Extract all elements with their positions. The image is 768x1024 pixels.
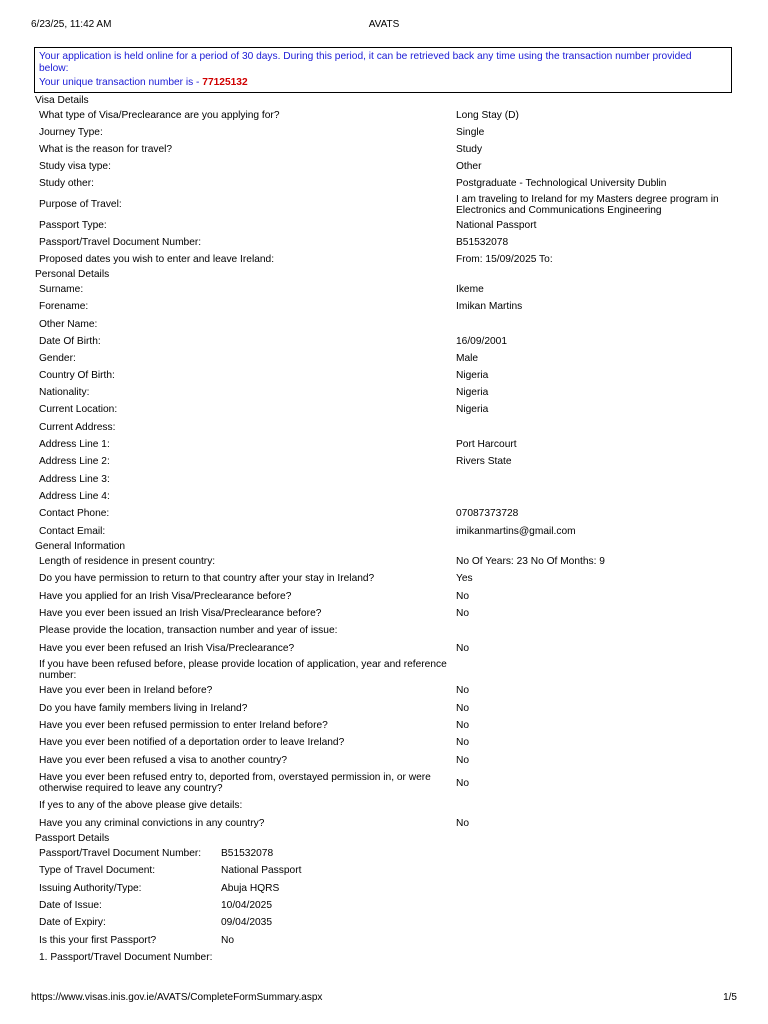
passport-details-rows — [34, 845, 734, 966]
form-row — [34, 192, 734, 217]
field-label: Passport Type: — [39, 220, 107, 231]
form-row — [34, 350, 734, 367]
print-datetime: 6/23/25, 11:42 AM — [31, 19, 112, 30]
field-label: Address Line 3: — [39, 473, 110, 485]
field-label: Contact Email: — [39, 525, 106, 537]
field-value: No — [456, 737, 470, 748]
form-row — [34, 797, 734, 814]
field-label: Have you ever been in Ireland before? — [39, 685, 213, 696]
field-label: Have you ever been refused entry to, deported from, overstayed permission in, or were otherwise required to leave any country? — [39, 772, 431, 794]
field-value: Nigeria — [456, 404, 489, 415]
field-label: Gender: — [39, 353, 76, 364]
form-row — [34, 622, 734, 639]
notice-line-1: Your application is held online for a period of 30 days. During this period, it can be retrieved back any time using the transaction number provided — [39, 51, 692, 62]
form-summary — [34, 94, 734, 966]
general-information-rows — [34, 553, 734, 832]
field-value: Single — [456, 127, 485, 138]
field-value: No — [456, 702, 470, 714]
field-label: Have you applied for an Irish Visa/Preclearance before? — [39, 590, 292, 602]
field-value: Imikan Martins — [456, 301, 523, 312]
print-url: https://www.visas.inis.gov.ie/AVATS/CompleteFormSummary.aspx — [31, 992, 323, 1003]
field-label: If you have been refused before, please provide location of application, year and reference number: — [39, 658, 447, 681]
field-value: B51532078 — [221, 848, 274, 859]
field-value: imikanmartins@gmail.com — [456, 525, 576, 537]
field-label: Current Location: — [39, 404, 118, 415]
field-label: Country Of Birth: — [39, 370, 115, 381]
field-label: Study visa type: — [39, 161, 111, 172]
notice-line-2: below: — [39, 63, 69, 74]
field-value: Postgraduate - Technological University Dublin — [456, 178, 667, 189]
field-label: Do you have family members living in Ireland? — [39, 702, 248, 714]
form-row — [34, 734, 734, 751]
form-row — [34, 217, 734, 234]
field-value: I am traveling to Ireland for my Masters degree program in Electronics and Communications Engineering — [456, 193, 719, 216]
field-label: Nationality: — [39, 387, 90, 398]
field-label: Passport/Travel Document Number: — [39, 848, 202, 859]
field-label: Address Line 2: — [39, 456, 110, 467]
field-value: 10/04/2025 — [221, 900, 272, 911]
field-value: Study — [456, 144, 483, 155]
form-row — [34, 717, 734, 734]
form-row — [34, 367, 734, 384]
form-row — [34, 931, 734, 949]
form-row — [34, 124, 734, 141]
form-row — [34, 769, 734, 797]
field-value: No — [456, 817, 470, 829]
form-row — [34, 488, 734, 505]
form-row — [34, 175, 734, 192]
field-value: Other — [456, 161, 482, 172]
field-value: Nigeria — [456, 370, 489, 381]
visa-details-rows — [34, 107, 734, 268]
field-label: Have you any criminal convictions in any country? — [39, 817, 265, 829]
form-row — [34, 949, 734, 966]
field-value: No — [456, 685, 470, 696]
form-row — [34, 158, 734, 175]
field-label: Have you ever been refused a visa to another country? — [39, 754, 288, 766]
form-row — [34, 315, 734, 333]
form-row — [34, 234, 734, 251]
form-row — [34, 845, 734, 862]
field-value: No — [456, 590, 470, 602]
field-value: No — [456, 608, 470, 619]
field-label: What type of Visa/Preclearance are you applying for? — [39, 110, 280, 121]
form-row — [34, 657, 734, 682]
field-value: National Passport — [221, 865, 302, 876]
field-label: Please provide the location, transaction number and year of issue: — [39, 625, 338, 636]
field-value: No Of Years: 23 No Of Months: 9 — [456, 556, 605, 567]
notice-transaction-prefix: Your unique transaction number is - — [39, 77, 203, 88]
form-row — [34, 699, 734, 717]
field-label: What is the reason for travel? — [39, 144, 173, 155]
print-footer — [31, 992, 737, 1006]
field-value: 07087373728 — [456, 508, 519, 519]
print-header — [31, 19, 737, 33]
form-row — [34, 639, 734, 657]
field-label: Address Line 4: — [39, 491, 110, 502]
form-row — [34, 251, 734, 268]
field-label: Purpose of Travel: — [39, 199, 122, 210]
field-label: If yes to any of the above please give details: — [39, 800, 243, 811]
form-row — [34, 281, 734, 298]
form-row — [34, 384, 734, 401]
form-row — [34, 401, 734, 418]
field-label: Have you ever been issued an Irish Visa/Preclearance before? — [39, 608, 322, 619]
field-label: Have you ever been refused an Irish Visa/Preclearance? — [39, 642, 295, 654]
field-value: Nigeria — [456, 387, 489, 398]
form-row — [34, 553, 734, 570]
field-label: Have you ever been notified of a deportation order to leave Ireland? — [39, 737, 345, 748]
field-value: Male — [456, 353, 479, 364]
section-title-personal-details: Personal Details — [35, 269, 110, 280]
field-value: B51532078 — [456, 237, 509, 248]
form-row — [34, 470, 734, 488]
form-row — [34, 587, 734, 605]
form-row — [34, 453, 734, 470]
field-value: No — [221, 934, 235, 946]
form-row — [34, 107, 734, 124]
print-page-title: AVATS — [368, 19, 400, 30]
form-row — [34, 682, 734, 699]
notice-transaction-line — [39, 77, 726, 89]
field-value: National Passport — [456, 220, 537, 231]
field-label: Surname: — [39, 284, 84, 295]
field-value: 09/04/2035 — [221, 917, 272, 928]
form-row — [34, 814, 734, 832]
field-label: Type of Travel Document: — [39, 865, 156, 876]
field-label: Date of Issue: — [39, 900, 102, 911]
field-label: Forename: — [39, 301, 89, 312]
section-title-general-information: General Information — [35, 541, 126, 552]
field-label: Is this your first Passport? — [39, 934, 157, 946]
field-label: Other Name: — [39, 318, 98, 330]
transaction-notice — [34, 47, 732, 93]
form-row — [34, 862, 734, 879]
transaction-number: 77125132 — [202, 77, 248, 88]
form-row — [34, 605, 734, 622]
form-row — [34, 298, 734, 315]
form-row — [34, 505, 734, 522]
field-label: Have you ever been refused permission to enter Ireland before? — [39, 720, 328, 731]
section-title-visa-details: Visa Details — [35, 95, 89, 106]
form-row — [34, 333, 734, 350]
form-row — [34, 522, 734, 540]
field-label: Length of residence in present country: — [39, 556, 216, 567]
field-label: Issuing Authority/Type: — [39, 882, 142, 894]
field-label: Journey Type: — [39, 127, 103, 138]
form-row — [34, 914, 734, 931]
field-label: Date of Expiry: — [39, 917, 106, 928]
field-value: Ikeme — [456, 284, 484, 295]
field-label: Contact Phone: — [39, 508, 110, 519]
field-label: 1. Passport/Travel Document Number: — [39, 952, 213, 963]
field-label: Date Of Birth: — [39, 336, 101, 347]
field-value: 16/09/2001 — [456, 336, 507, 347]
field-label: Study other: — [39, 178, 94, 189]
field-label: Do you have permission to return to that country after your stay in Ireland? — [39, 573, 375, 584]
field-label: Current Address: — [39, 421, 116, 433]
field-value: No — [456, 642, 470, 654]
form-row — [34, 570, 734, 587]
form-row — [34, 418, 734, 436]
form-row — [34, 879, 734, 897]
field-label: Passport/Travel Document Number: — [39, 237, 202, 248]
field-value: No — [456, 720, 470, 731]
print-page-number: 1/5 — [723, 992, 737, 1003]
form-row — [34, 897, 734, 914]
field-label: Address Line 1: — [39, 439, 110, 450]
form-row — [34, 141, 734, 158]
personal-details-rows — [34, 281, 734, 540]
field-value: Port Harcourt — [456, 439, 517, 450]
field-value: Abuja HQRS — [221, 882, 280, 894]
field-value: Long Stay (D) — [456, 110, 519, 121]
form-row — [34, 751, 734, 769]
field-value: No — [456, 754, 470, 766]
field-value: No — [456, 777, 470, 789]
field-value: From: 15/09/2025 To: — [456, 254, 553, 265]
field-value: Yes — [456, 573, 473, 584]
field-label: Proposed dates you wish to enter and leave Ireland: — [39, 254, 275, 265]
form-row — [34, 436, 734, 453]
section-title-passport-details: Passport Details — [35, 833, 110, 844]
field-value: Rivers State — [456, 456, 512, 467]
